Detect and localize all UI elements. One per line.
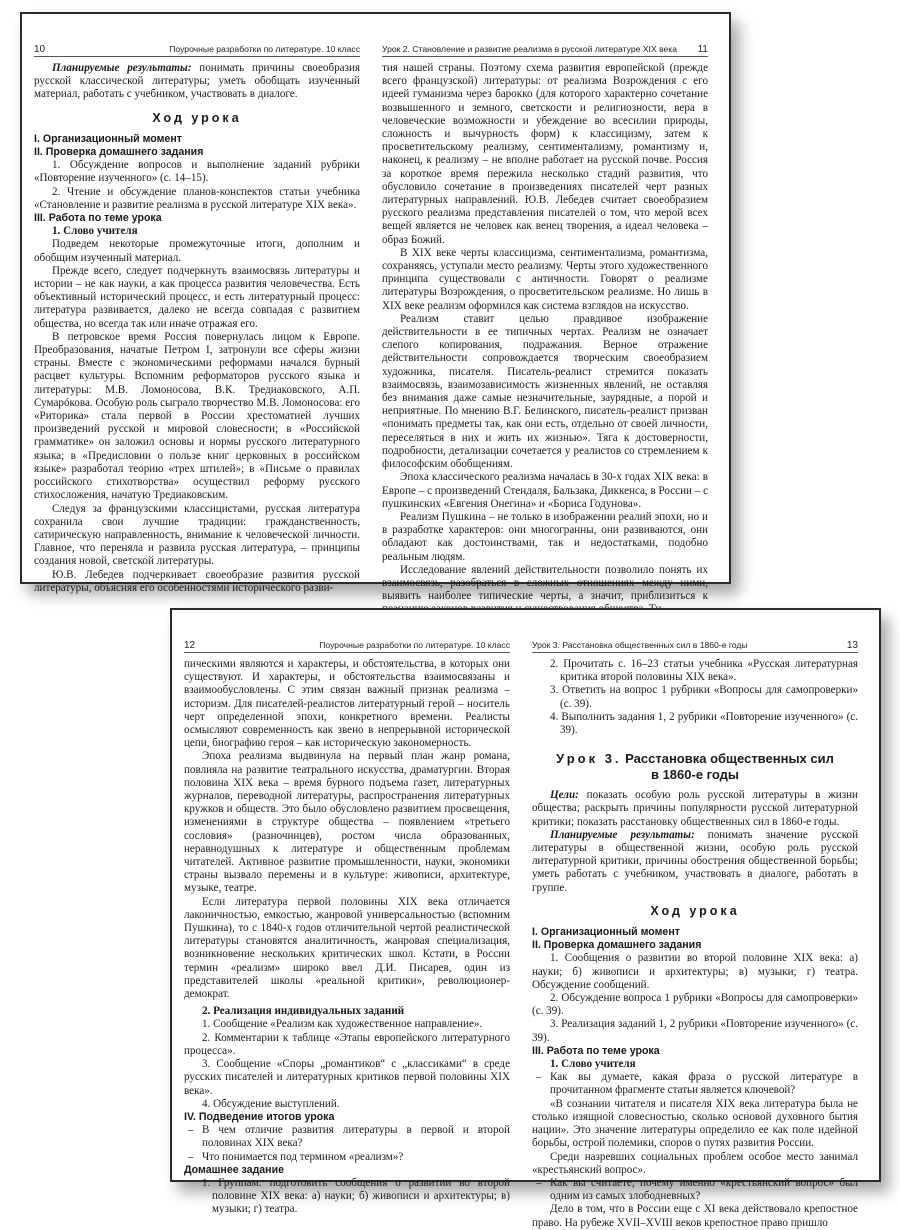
paragraph: Дело в том, что в России еще с XI века действовало крепостное право. На рубеже XVII–XVIII веков крепостное право пришло xyxy=(532,1203,858,1229)
running-title: Поурочные разработки по литературе. 10 класс xyxy=(319,640,510,650)
homework-item: 3. Ответить на вопрос 1 рубрики «Вопросы для самопроверки» (с. 39). xyxy=(550,684,858,710)
task-item: 3. Сообщение «Споры „романтиков“ с „классиками“ в среде русских писателей и литературных критиков первой половины XIX века». xyxy=(184,1058,510,1097)
page-12 xyxy=(184,610,510,1217)
book-spread-pages-10-11 xyxy=(20,12,731,603)
paragraph: Прежде всего, следует подчеркнуть взаимосвязь литературы и истории – не как науки, а как процесса развития человечества. Есть объективный исторический процесс, и есть литературный процесс: литература развивается, далеко не всегда совпадая с развитием общества, но всегда так или иначе отражая его. xyxy=(34,264,360,330)
question-item xyxy=(184,1124,510,1150)
paragraph: В XIX веке черты классицизма, сентиментализма, романтизма, сохраняясь, уступали место реализму. Черты этого художественного принципа существовали с античности. Говорят о реализме литературы Возрождения, о просветительском реализме. Но лишь в XIX веке реализм оформился как система взглядов на искусство. xyxy=(382,246,708,312)
planned-results xyxy=(532,829,858,895)
page-body xyxy=(184,658,510,1217)
paragraph: 2. Обсуждение вопроса 1 рубрики «Вопросы для самопроверки» (с. 39). xyxy=(532,992,858,1018)
planned-results-label: Планируемые результаты: xyxy=(52,62,192,74)
page-number: 10 xyxy=(34,44,46,55)
paragraph: Реализм ставит целью правдивое изображение действительности в ее типичных чертах. Реализм не означает слепого копирования, подражания. Верное отражение действительности сопровождается творческим своеобразием художника, писателя. Писатель-реалист стремится показать взаимосвязь, взаимозависимость жизненных явлений, не оставляя без внимания даже самые незначительные, заурядные, а порой и неприятные. По мнению В.Г. Белинского, писатель-реалист призван «понимать предметы так, как они есть, отдельно от своей личности, переселяться в них и жить их жизнью». Тяга к достоверности, подробности, детализации сочетается у реалистов со стремлением к философским обобщениям. xyxy=(382,312,708,471)
lesson-flow-heading: Ход урока xyxy=(152,110,242,125)
subsection-heading: 1. Слово учителя xyxy=(550,1058,636,1071)
paragraph: Эпоха реализма выдвинула на первый план жанр романа, повлияла на развитие театрального искусства, драматургии. Вторая половина XIX века – время бурного подъема газет, литературных журналов, переводной литературы, распространения литературных кружков и обществ. Это было обусловлено развитием просвещения, изменениями в структуре общества – появлением «третьего сословия» (разночинцев), ростом числа образованных, неравнодушных к литературе и общественным проблемам читателей. Активное развитие промышленности, науки, экономики страны вызвало перемены и в культуре: живописи, архитектуре, музыке, театре. xyxy=(184,750,510,895)
page-body xyxy=(532,658,858,1230)
paragraph: 2. Чтение и обсуждение планов-конспектов статьи учебника «Становление и развитие реализма в русской литературе XIX века». xyxy=(34,185,360,211)
planned-results-text: понимать значение русской литературы в общественной жизни, особую роль русской литературной критики, причины обострения общественной борьбы; уметь работать с учебником, участвовать в диалоге, работать в группе. xyxy=(532,828,859,894)
section-heading: IV. Подведение итогов урока xyxy=(184,1110,335,1123)
page-11 xyxy=(382,14,708,617)
lesson-flow-heading: Ход урока xyxy=(650,903,740,918)
paragraph: Следуя за французскими классицистами, русская литература сохранила свои лучшие традиции: гражданственность, сатирическую направленность, внимание к человеческой личности. Главное, что переняла и развила русская литература, – принципы создания новой, светской литературы. xyxy=(34,502,360,568)
question-text: Как вы считаете, почему именно «крестьянский вопрос» был одним из самых злободневных? xyxy=(550,1176,858,1203)
goals-label: Цели: xyxy=(550,789,579,802)
section-heading: II. Проверка домашнего задания xyxy=(532,939,702,952)
dash-bullet: – xyxy=(536,1176,542,1189)
page-body xyxy=(34,62,360,595)
dash-bullet: – xyxy=(536,1071,542,1084)
paragraph: «В сознании читателя и писателя XIX века литература была не столько изящной словесностью, сколько основой духовного бытия нации». Это значение литературы определило ее как поле идейной борьбы, острой полемики, споров о путях развития России. xyxy=(532,1097,858,1150)
paragraph: пическими являются и характеры, и обстоятельства, в которых они существуют. И характеры, и обстоятельства взаимосвязаны и взаимообусловлены. С этим связан важный признак реализма – историзм. Для писателей-реалистов литературный герой – носитель черт определенной эпохи, конкретного времени. Реалисты осмысляют современность как звено в непрерывной исторической цепи, биографию героя – как историческую закономерность. xyxy=(184,658,510,750)
section-heading: I. Организационный момент xyxy=(34,132,182,145)
paragraph: В петровское время Россия повернулась лицом к Европе. Преобразования, начатые Петром I, затронули все сферы жизни страны. Вместе с экономическими реформами начался бурный расцвет культуры. Вспомним реформаторов русского языка и литературы: М.В. Ломоносова, В.К. Тредиаковского, А.П. Сумарóкова. Особую роль сыграло творчество М.В. Ломоносова: его «Риторика» стала первой в России хрестоматией лучших произведений русской и мировой словесности; в «Российской грамматике» он заложил основы и нормы русского литературного языка; в «Предисловии о пользе книг церковных в российском языке» разработал теорию «трех штилей»; в «Письме о правилах российского стихотворства» осуществил реформу русского стихосложения, начатую Тредиаковским. xyxy=(34,330,360,502)
lesson-goals xyxy=(532,789,858,829)
lesson-title xyxy=(532,751,858,783)
question-item xyxy=(532,1071,858,1097)
planned-results-text: понимать причины своеобразия русской классической литературы; уметь обобщать изученный материал, работать с учебником, участвовать в диалоге. xyxy=(34,62,361,101)
running-header xyxy=(184,634,510,653)
paragraph: 1. Обсуждение вопросов и выполнение заданий рубрики «Повторение изученного» (с. 14–15). xyxy=(34,159,360,185)
paragraph: 1. Сообщения о развитии во второй половине XIX века: а) науки; б) живописи и архитектуры; в) музыки; г) театра. Обсуждение сообщений. xyxy=(532,952,858,991)
page-13 xyxy=(532,610,858,1230)
question-text: Что понимается под термином «реализм»? xyxy=(202,1150,404,1163)
paragraph: Эпоха классического реализма началась в 30-х годах XIX века: в Европе – с произведений Стендаля, Бальзака, Диккенса, в России – с пушкинских «Евгения Онегина» и «Бориса Годунова». xyxy=(382,471,708,510)
homework-item: 1. Группам: подготовить сообщения о развитии во второй половине XIX века: а) науки; б) живописи и архитектуры; в) музыки; г) театра. xyxy=(202,1176,510,1216)
section-heading: III. Работа по теме урока xyxy=(532,1044,660,1057)
lesson-title-prefix: Урок 3. xyxy=(556,751,622,767)
running-header xyxy=(382,38,708,57)
book-spread-pages-12-13 xyxy=(170,608,881,1229)
page-body xyxy=(382,62,708,617)
goals-text: показать особую роль русской литературы в жизни общества; раскрыть причины популярности русской литературной критики; показать расстановку общественных сил в 1860-е годы. xyxy=(532,789,858,828)
running-header xyxy=(34,38,360,57)
paragraph: тия нашей страны. Поэтому схема развития европейской (прежде всего французской) литературы: от реализма Возрождения с его идеей гуманизма через барокко (для которого характерно сочетание возвышенного и земного, светскости и религиозности, вера в человеческие возможности и убеждение во всесилии природы, сложность и вычурность форм) к классицизму, затем к просветительскому реализму, сентиментализму, романтизму и, наконец, к реализму – не вполне работает на русской почве. Россия за короткое время пережила несколько стадий развития, что обусловило сочетание в произведениях писателей черт разных литературных направлений. Ю.В. Лебедев считает своеобразием русского реализма представления писателей о том, что мерой всех вещей является не человек как венец творения, а идеал человека – образ Божий. xyxy=(382,62,708,246)
page-number: 12 xyxy=(184,640,196,651)
running-title: Поурочные разработки по литературе. 10 класс xyxy=(169,44,360,54)
section-heading: II. Проверка домашнего задания xyxy=(34,146,204,159)
running-title: Урок 2. Становление и развитие реализма в русской литературе XIX века xyxy=(382,44,678,54)
lesson-title-line2: в 1860-е годы xyxy=(650,767,740,783)
task-item: 2. Комментарии к таблице «Этапы европейского литературного процесса». xyxy=(184,1031,510,1057)
page-number: 11 xyxy=(697,44,708,55)
paragraph: Если литература первой половины XIX века отличается лаконичностью, емкостью, жанровой универсальностью (вспомним Пушкина), то с 1840-х годов отличительной чертой реалистической литературы становятся аналитичность, жанровая специализация, возникновение нескольких критических школ. Кстати, в России термин «реализм» широко ввел Д.И. Писарев, один из представителей школы «реальной критики», революционер-демократ. xyxy=(184,895,510,1001)
homework-item: 2. Прочитать с. 16–23 статьи учебника «Русская литературная критика второй половины XIX века». xyxy=(550,658,858,684)
page-number: 13 xyxy=(846,640,858,651)
lesson-title-line1: Расстановка общественных сил xyxy=(625,751,834,767)
question-item xyxy=(184,1151,510,1164)
section-heading: III. Работа по теме урока xyxy=(34,212,162,225)
section-heading: Домашнее задание xyxy=(184,1163,284,1176)
page-10 xyxy=(34,14,360,595)
paragraph: Среди назревших социальных проблем особое место занимал «крестьянский вопрос». xyxy=(532,1150,858,1176)
dash-bullet: – xyxy=(188,1150,194,1163)
section-heading: I. Организационный момент xyxy=(532,926,680,939)
homework-item: 4. Выполнить задания 1, 2 рубрики «Повторение изученного» (с. 39). xyxy=(550,710,858,737)
paragraph: Подведем некоторые промежуточные итоги, дополним и обобщим изученный материал. xyxy=(34,238,360,264)
question-text: Как вы думаете, какая фраза о русской литературе в прочитанном фрагменте статьи является ключевой? xyxy=(550,1071,858,1097)
paragraph: 3. Реализация заданий 1, 2 рубрики «Повторение изученного» (с. 39). xyxy=(532,1018,858,1044)
paragraph: Исследование явлений действительности позволило понять их взаимосвязь, разобраться в сложных отношениях между ними, выявить наиболее типические черты, а значит, приблизиться к xyxy=(382,563,708,603)
planned-results-label: Планируемые результаты: xyxy=(550,828,695,841)
dash-bullet: – xyxy=(188,1124,194,1137)
question-item xyxy=(532,1177,858,1203)
subsection-heading: 1. Слово учителя xyxy=(52,225,138,238)
running-header xyxy=(532,634,858,653)
paragraph: Реализм Пушкина – не только в изображении реалий эпохи, но и в разработке характеров: они многогранны, они развиваются, они обладают как достоинствами, так и недостатками, подобно реальным людям. xyxy=(382,510,708,563)
subsection-heading: 2. Реализация индивидуальных заданий xyxy=(202,1005,405,1018)
paragraph: Ю.В. Лебедев подчеркивает своеобразие развития русской литературы, объясняя его особенностями исторического разви- xyxy=(34,568,360,594)
task-item: 4. Обсуждение выступлений. xyxy=(202,1097,340,1110)
planned-results xyxy=(34,62,360,102)
question-text: В чем отличие развития литературы в первой и второй половинах XIX века? xyxy=(202,1124,510,1150)
task-item: 1. Сообщение «Реализм как художественное направление». xyxy=(202,1018,483,1031)
running-title: Урок 3. Расстановка общественных сил в 1860-е годы xyxy=(532,640,748,650)
